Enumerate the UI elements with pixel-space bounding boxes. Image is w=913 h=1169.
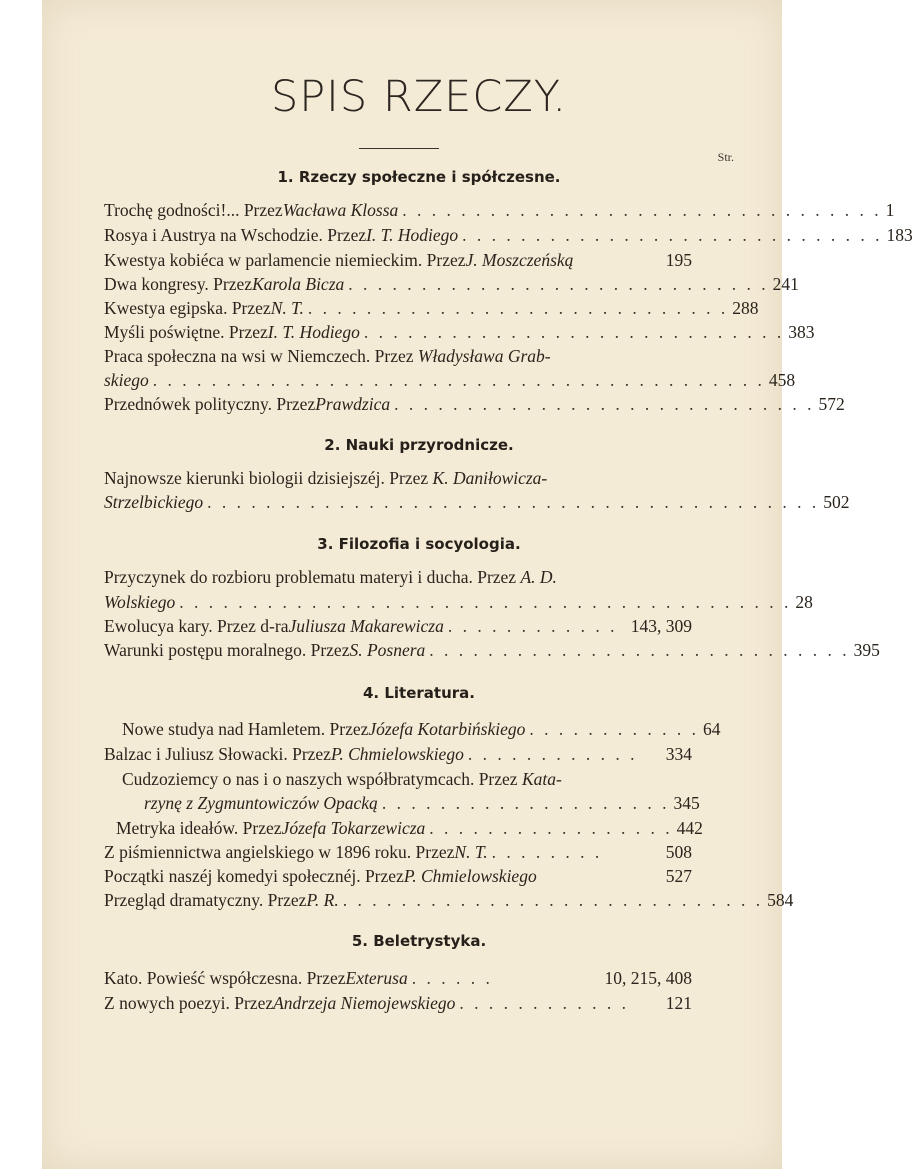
toc-entry: Myśli poświętne. Przez I. T. Hodiego . . . . . . . . . . . . . . . . . . . . . . . . . . . . . 383 — [104, 322, 815, 342]
toc-entry: Rosya i Austrya na Wschodzie. Przez I. T. Hodiego . . . . . . . . . . . . . . . . . . . . . . . . . . . . . 183 — [104, 225, 913, 245]
toc-entry: Metryka ideałów. Przez Józefa Tokarzewicza . . . . . . . . . . . . . . . . . 442 — [116, 818, 703, 838]
toc-entry-continuation: Strzelbickiego . . . . . . . . . . . . . . . . . . . . . . . . . . . . . . . . . . . . . . . . . . 502 — [104, 492, 850, 512]
toc-entry: Balzac i Juliusz Słowacki. Przez P. Chmielowskiego . . . . . . . . . . . . 334 — [104, 744, 692, 764]
toc-entry: Kwestya kobiéca w parlamencie niemieckim. Przez J. Moszczeńską 195 — [104, 250, 692, 270]
toc-entry: Z nowych poezyi. Przez Andrzeja Niemojewskiego . . . . . . . . . . . . 121 — [104, 993, 692, 1013]
toc-entry: Przegląd dramatyczny. Przez P. R. . . . . . . . . . . . . . . . . . . . . . . . . . . . . . 584 — [104, 890, 794, 910]
section-heading: 1. Rzeczy społeczne i spółczesne. — [277, 168, 561, 186]
section-heading: 3. Filozofia i socyologia. — [317, 535, 521, 553]
toc-entry-first-line: Przyczynek do rozbioru problematu materyi i ducha. Przez A. D. — [104, 567, 557, 587]
section-heading: 2. Nauki przyrodnicze. — [324, 436, 514, 454]
section-heading: 4. Literatura. — [363, 684, 475, 702]
toc-entry: Dwa kongresy. Przez Karola Bicza . . . . . . . . . . . . . . . . . . . . . . . . . . . . . 241 — [104, 274, 799, 294]
toc-entry-continuation: Wolskiego . . . . . . . . . . . . . . . . . . . . . . . . . . . . . . . . . . . . . . . . . . 28 — [104, 592, 813, 612]
toc-entry: Przednówek polityczny. Przez Prawdzica . . . . . . . . . . . . . . . . . . . . . . . . . . . . . 572 — [104, 394, 845, 414]
toc-entry: Kwestya egipska. Przez N. T. . . . . . . . . . . . . . . . . . . . . . . . . . . . . . 288 — [104, 298, 759, 318]
toc-entry-first-line: Najnowsze kierunki biologii dzisiejszéj. Przez K. Daniłowicza- — [104, 468, 548, 488]
toc-entry: Początki naszéj komedyi społecznéj. Przez P. Chmielowskiego 527 — [104, 866, 692, 886]
title-rule — [359, 148, 439, 149]
toc-entry-first-line: Praca społeczna na wsi w Niemczech. Przez Władysława Grab- — [104, 346, 551, 366]
toc-entry-continuation: rzynę z Zygmuntowiczów Opacką . . . . . . . . . . . . . . . . . . . . 345 — [144, 793, 700, 813]
page-column-label: Str. — [717, 150, 734, 164]
toc-entry-continuation: skiego . . . . . . . . . . . . . . . . . . . . . . . . . . . . . . . . . . . . . . . . . . 458 — [104, 370, 796, 390]
toc-entry: Z piśmiennictwa angielskiego w 1896 roku. Przez N. T. . . . . . . . . 508 — [104, 842, 692, 862]
toc-entry: Trochę godności!... Przez Wacława Klossa . . . . . . . . . . . . . . . . . . . . . . . . . . . . . . . . . 1 — [104, 200, 895, 220]
page-title: SPIS RZECZY. — [270, 72, 568, 122]
book-page — [42, 0, 913, 1169]
section-heading: 5. Beletrystyka. — [351, 932, 487, 950]
toc-entry-first-line: Cudzoziemcy o nas i o naszych współbratymcach. Przez Kata- — [122, 769, 562, 789]
toc-entry: Kato. Powieść współczesna. Przez Exterusa . . . . . . 10, 215, 408 — [104, 968, 692, 988]
toc-entry: Warunki postępu moralnego. Przez S. Posnera . . . . . . . . . . . . . . . . . . . . . . . . . . . . . 395 — [104, 640, 880, 660]
toc-entry: Nowe studya nad Hamletem. Przez Józefa Kotarbińskiego . . . . . . . . . . . . 64 — [122, 719, 721, 739]
toc-entry: Ewolucya kary. Przez d-ra Juliusza Makarewicza . . . . . . . . . . . . 143, 309 — [104, 616, 692, 636]
